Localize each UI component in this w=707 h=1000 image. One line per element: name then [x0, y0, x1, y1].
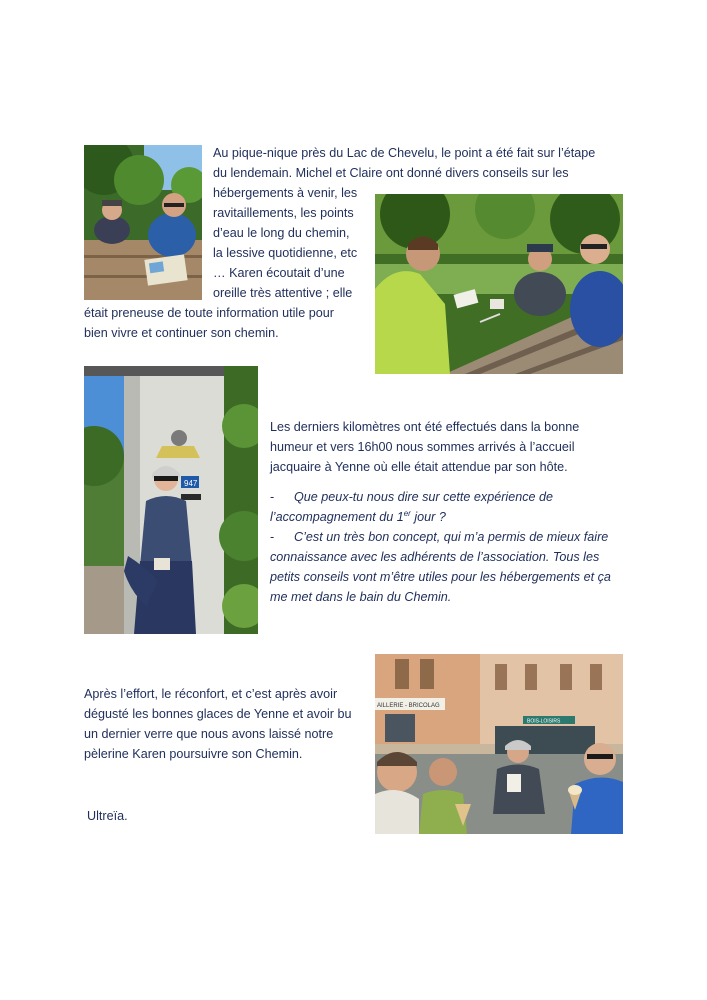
shop-sign-right: BOIS-LOISIRS [527, 718, 561, 725]
shop-sign-left: AILLERIE - BRICOLAG [377, 703, 440, 709]
s3-line-3: un dernier verre que nous avons laissé notre [84, 727, 334, 741]
question-line-2-end: jour ? [410, 510, 446, 524]
picnic-map-image [84, 145, 202, 300]
s1-line-6: la lessive quotidienne, etc [213, 246, 358, 260]
photo-picnic-table [375, 194, 623, 374]
answer-line-2: connaissance avec les adhérents de l’association. Tous les [270, 550, 600, 564]
s1-line-3: hébergements à venir, les [213, 186, 358, 200]
s1-line-4: ravitaillements, les points [213, 206, 354, 220]
question-dash: - [270, 490, 275, 504]
karen-house-image [84, 366, 258, 634]
answer-line-1: C’est un très bon concept, qui m’a permis de mieux faire [294, 530, 609, 544]
s1-line-10: bien vivre et continuer son chemin. [84, 326, 279, 340]
house-number-sign: 947 [184, 479, 198, 488]
s2-line-3: jacquaire à Yenne où elle était attendue par son hôte. [270, 460, 568, 474]
question-line-2-main: l’accompagnement du 1 [270, 510, 404, 524]
s2-line-2: humeur et vers 16h00 nous sommes arrivés à l’accueil [270, 440, 575, 454]
picnic-table-image [375, 194, 623, 374]
s3-line-1: Après l’effort, le réconfort, et c’est après avoir [84, 687, 338, 701]
ice-cream-group-image [375, 654, 623, 834]
s1-line-8: oreille très attentive ; elle [213, 286, 353, 300]
s1-line-9: était preneuse de toute information utile pour [84, 306, 334, 320]
answer-line-3: petits conseils vont m’être utiles pour les hébergements et ça [270, 570, 611, 584]
answer-dash: - [270, 530, 275, 544]
photo-ice-cream-group [375, 654, 623, 834]
s3-line-4: pèlerine Karen poursuivre son Chemin. [84, 747, 303, 761]
photo-picnic-map [84, 145, 202, 300]
question-superscript: er [403, 508, 411, 518]
question-line-1: Que peux-tu nous dire sur cette expérience de [294, 490, 554, 504]
s1-line-2: du lendemain. Michel et Claire ont donné divers conseils sur les [213, 166, 569, 180]
closing-word: Ultreïa. [87, 809, 128, 823]
s1-line-7: … Karen écoutait d’une [213, 266, 345, 280]
photo-karen-at-house [84, 366, 258, 634]
s2-line-1: Les derniers kilomètres ont été effectués dans la bonne [270, 420, 580, 434]
s1-line-5: d’eau le long du chemin, [213, 226, 350, 240]
answer-line-4: me met dans le bain du Chemin. [270, 590, 452, 604]
s3-line-2: dégusté les bonnes glaces de Yenne et avoir bu [84, 707, 352, 721]
question-line-2 [270, 507, 446, 527]
s1-line-1: Au pique-nique près du Lac de Chevelu, le point a été fait sur l’étape [213, 146, 596, 160]
